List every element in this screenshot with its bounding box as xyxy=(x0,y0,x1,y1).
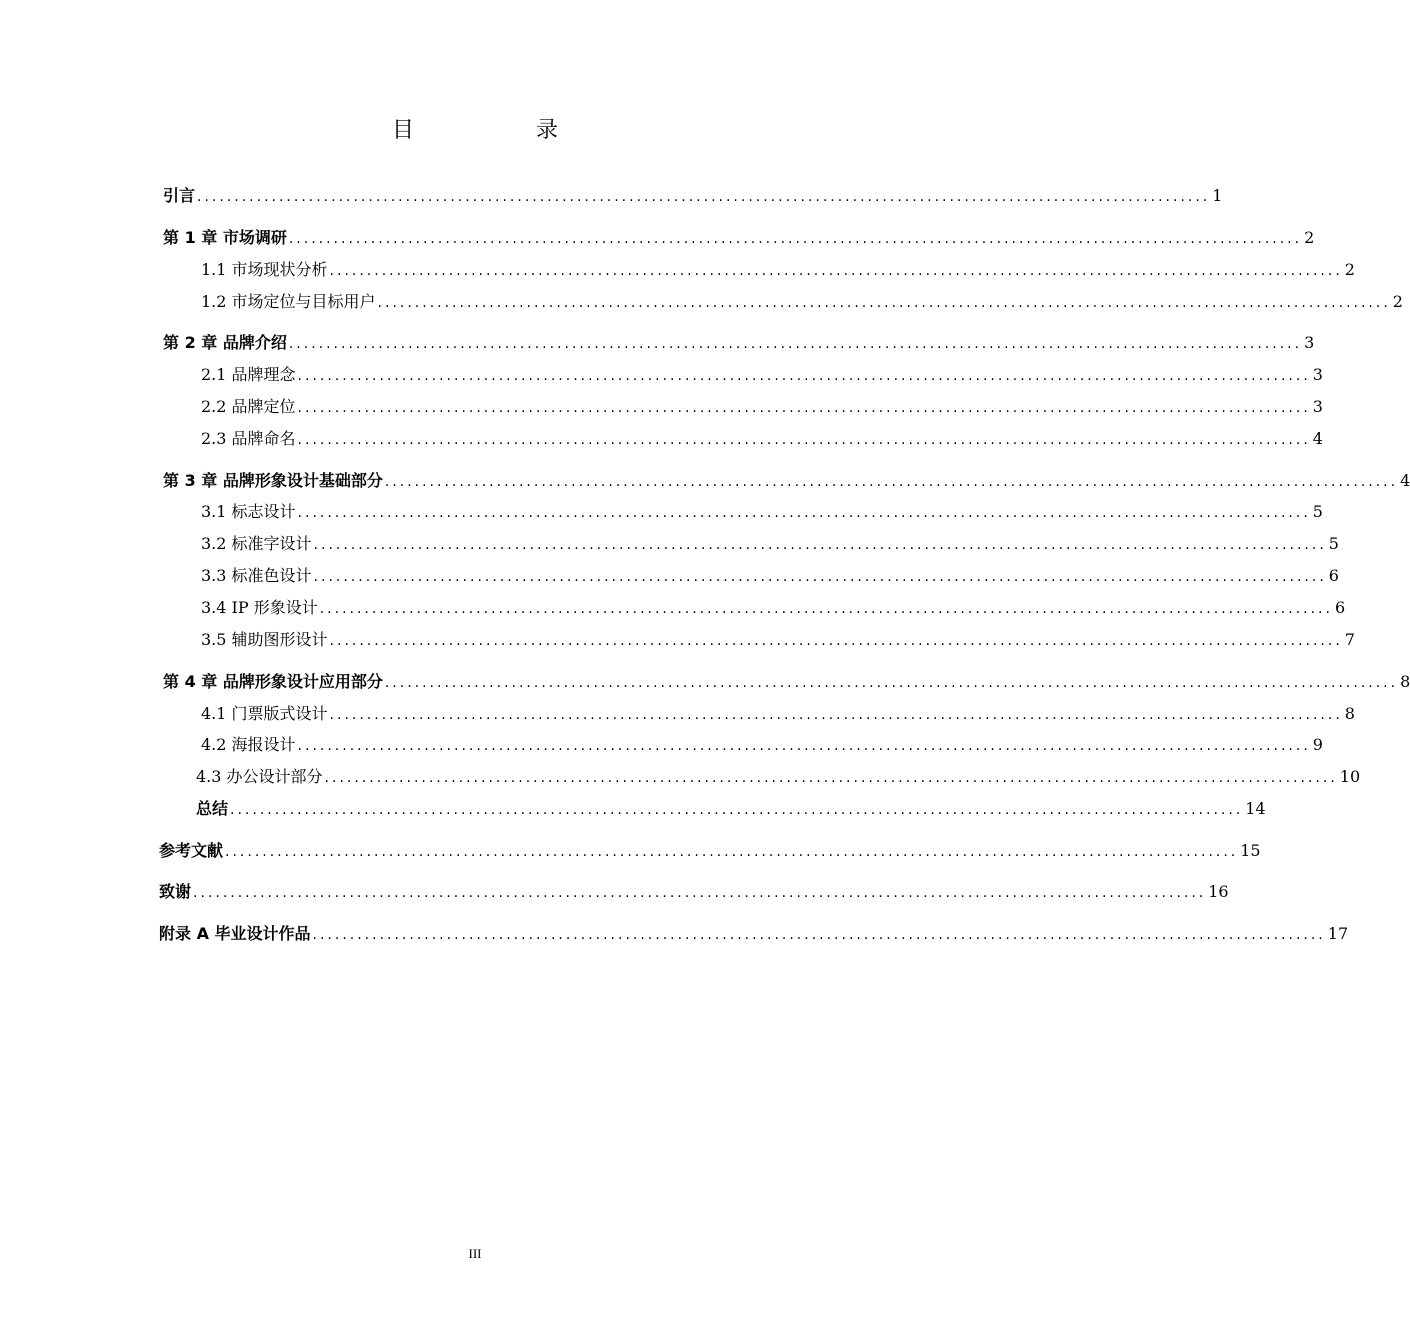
toc-entry-conclusion[interactable] xyxy=(196,796,1266,822)
toc-entry-section-3-5[interactable] xyxy=(201,627,1355,653)
toc-leader-dots: ........................................................................................................................................ xyxy=(297,432,1311,448)
toc-entry-label: 4.3 办公设计部分 xyxy=(196,767,323,786)
toc-entry-page: 1 xyxy=(1212,186,1223,205)
toc-leader-dots: ........................................................................................................................................ xyxy=(288,336,1303,352)
toc-entry-section-2-1[interactable] xyxy=(201,362,1323,388)
toc-leader-dots: ........................................................................................................................................ xyxy=(297,505,1311,521)
toc-entry-page: 8 xyxy=(1400,672,1410,691)
toc-entry-page: 5 xyxy=(1328,534,1339,553)
toc-entry-page: 2 xyxy=(1304,228,1315,247)
toc-entry-label: 4.1 门票版式设计 xyxy=(201,704,328,723)
toc-leader-dots: ........................................................................................................................................ xyxy=(377,295,1391,311)
toc-entry-page: 16 xyxy=(1208,882,1229,901)
toc-leader-dots: ........................................................................................................................................ xyxy=(329,263,1343,279)
toc-entry-label: 1.1 市场现状分析 xyxy=(201,260,328,279)
toc-leader-dots: ........................................................................................................................................ xyxy=(297,368,1311,384)
toc-entry-acknowledgements[interactable] xyxy=(159,879,1229,905)
toc-entry-label: 附录 A 毕业设计作品 xyxy=(159,924,311,943)
toc-leader-dots: ........................................................................................................................................ xyxy=(319,601,1333,617)
toc-leader-dots: ........................................................................................................................................ xyxy=(297,738,1311,754)
toc-entry-appendix-a[interactable] xyxy=(159,921,1349,947)
toc-entry-page: 6 xyxy=(1334,598,1346,617)
toc-leader-dots: ........................................................................................................................................ xyxy=(384,474,1399,490)
toc-entry-introduction[interactable] xyxy=(163,183,1223,209)
toc-entry-label: 第 4 章 品牌形象设计应用部分 xyxy=(163,672,383,691)
toc-entry-section-3-1[interactable] xyxy=(201,499,1323,525)
toc-entry-chapter-3[interactable] xyxy=(163,468,1410,494)
toc-entry-label: 引言 xyxy=(163,186,196,205)
toc-leader-dots: ........................................................................................................................................ xyxy=(329,633,1343,649)
toc-entry-section-4-2[interactable] xyxy=(201,732,1323,758)
toc-leader-dots: ........................................................................................................................................ xyxy=(329,707,1343,723)
toc-entry-label: 第 1 章 市场调研 xyxy=(163,228,287,247)
toc-entry-label: 3.2 标准字设计 xyxy=(201,534,312,553)
toc-entry-label: 2.2 品牌定位 xyxy=(201,397,296,416)
toc-leader-dots: ........................................................................................................................................ xyxy=(230,802,1244,818)
toc-entry-label: 第 2 章 品牌介绍 xyxy=(163,333,287,352)
toc-entry-page: 2 xyxy=(1392,292,1403,311)
toc-leader-dots: ........................................................................................................................................ xyxy=(193,885,1207,901)
toc-entry-page: 7 xyxy=(1344,630,1355,649)
toc-entry-section-1-1[interactable] xyxy=(201,257,1355,283)
toc-entry-page: 6 xyxy=(1328,566,1339,585)
toc-entry-page: 3 xyxy=(1312,365,1323,384)
toc-entry-page: 8 xyxy=(1344,704,1355,723)
toc-entry-label: 第 3 章 品牌形象设计基础部分 xyxy=(163,471,383,490)
toc-entry-section-2-3[interactable] xyxy=(201,426,1323,452)
toc-entry-chapter-1[interactable] xyxy=(163,225,1315,251)
toc-entry-label: 4.2 海报设计 xyxy=(201,735,296,754)
toc-entry-section-3-4[interactable] xyxy=(201,595,1346,621)
toc-leader-dots: ........................................................................................................................................ xyxy=(313,537,1327,553)
toc-entry-chapter-4[interactable] xyxy=(163,669,1410,695)
page-title: 目 录 xyxy=(391,118,608,143)
toc-entry-section-3-2[interactable] xyxy=(201,531,1339,557)
toc-leader-dots: ........................................................................................................................................ xyxy=(297,400,1311,416)
toc-entry-section-1-2[interactable] xyxy=(201,289,1403,315)
toc-entry-label: 3.3 标准色设计 xyxy=(201,566,312,585)
toc-entry-section-4-1[interactable] xyxy=(201,701,1355,727)
toc-leader-dots: ........................................................................................................................................ xyxy=(312,927,1326,943)
toc-entry-page: 17 xyxy=(1327,924,1349,943)
toc-entry-page: 15 xyxy=(1240,841,1261,860)
toc-entry-label: 致谢 xyxy=(159,882,192,901)
toc-entry-label: 2.1 品牌理念 xyxy=(201,365,296,384)
toc-entry-section-4-3[interactable] xyxy=(196,764,1361,790)
footer-page-number: III xyxy=(468,1246,482,1261)
toc-entry-label: 3.1 标志设计 xyxy=(201,502,296,521)
toc-entry-label: 2.3 品牌命名 xyxy=(201,429,296,448)
toc-entry-page: 3 xyxy=(1312,397,1323,416)
toc-entry-label: 3.4 IP 形象设计 xyxy=(201,598,318,617)
toc-entry-page: 3 xyxy=(1304,333,1315,352)
toc-entry-page: 5 xyxy=(1312,502,1323,521)
toc-entry-label: 3.5 辅助图形设计 xyxy=(201,630,328,649)
toc-entry-label: 参考文献 xyxy=(159,841,224,860)
toc-entry-page: 9 xyxy=(1312,735,1323,754)
toc-entry-section-2-2[interactable] xyxy=(201,394,1323,420)
toc-entry-references[interactable] xyxy=(159,838,1261,864)
toc-leader-dots: ........................................................................................................................................ xyxy=(324,770,1338,786)
toc-leader-dots: ........................................................................................................................................ xyxy=(384,675,1399,691)
toc-entry-page: 14 xyxy=(1245,799,1266,818)
toc-entry-label: 1.2 市场定位与目标用户 xyxy=(201,292,376,311)
toc-entry-page: 10 xyxy=(1339,767,1361,786)
toc-entry-label: 总结 xyxy=(196,799,229,818)
toc-entry-page: 2 xyxy=(1344,260,1355,279)
toc-leader-dots: ........................................................................................................................................ xyxy=(288,231,1303,247)
toc-entry-chapter-2[interactable] xyxy=(163,330,1315,356)
toc-entry-page: 4 xyxy=(1400,471,1410,490)
toc-entry-section-3-3[interactable] xyxy=(201,563,1339,589)
toc-leader-dots: ........................................................................................................................................ xyxy=(225,844,1239,860)
toc-leader-dots: ........................................................................................................................................ xyxy=(313,569,1327,585)
toc-leader-dots: ........................................................................................................................................ xyxy=(197,189,1211,205)
toc-entry-page: 4 xyxy=(1312,429,1323,448)
